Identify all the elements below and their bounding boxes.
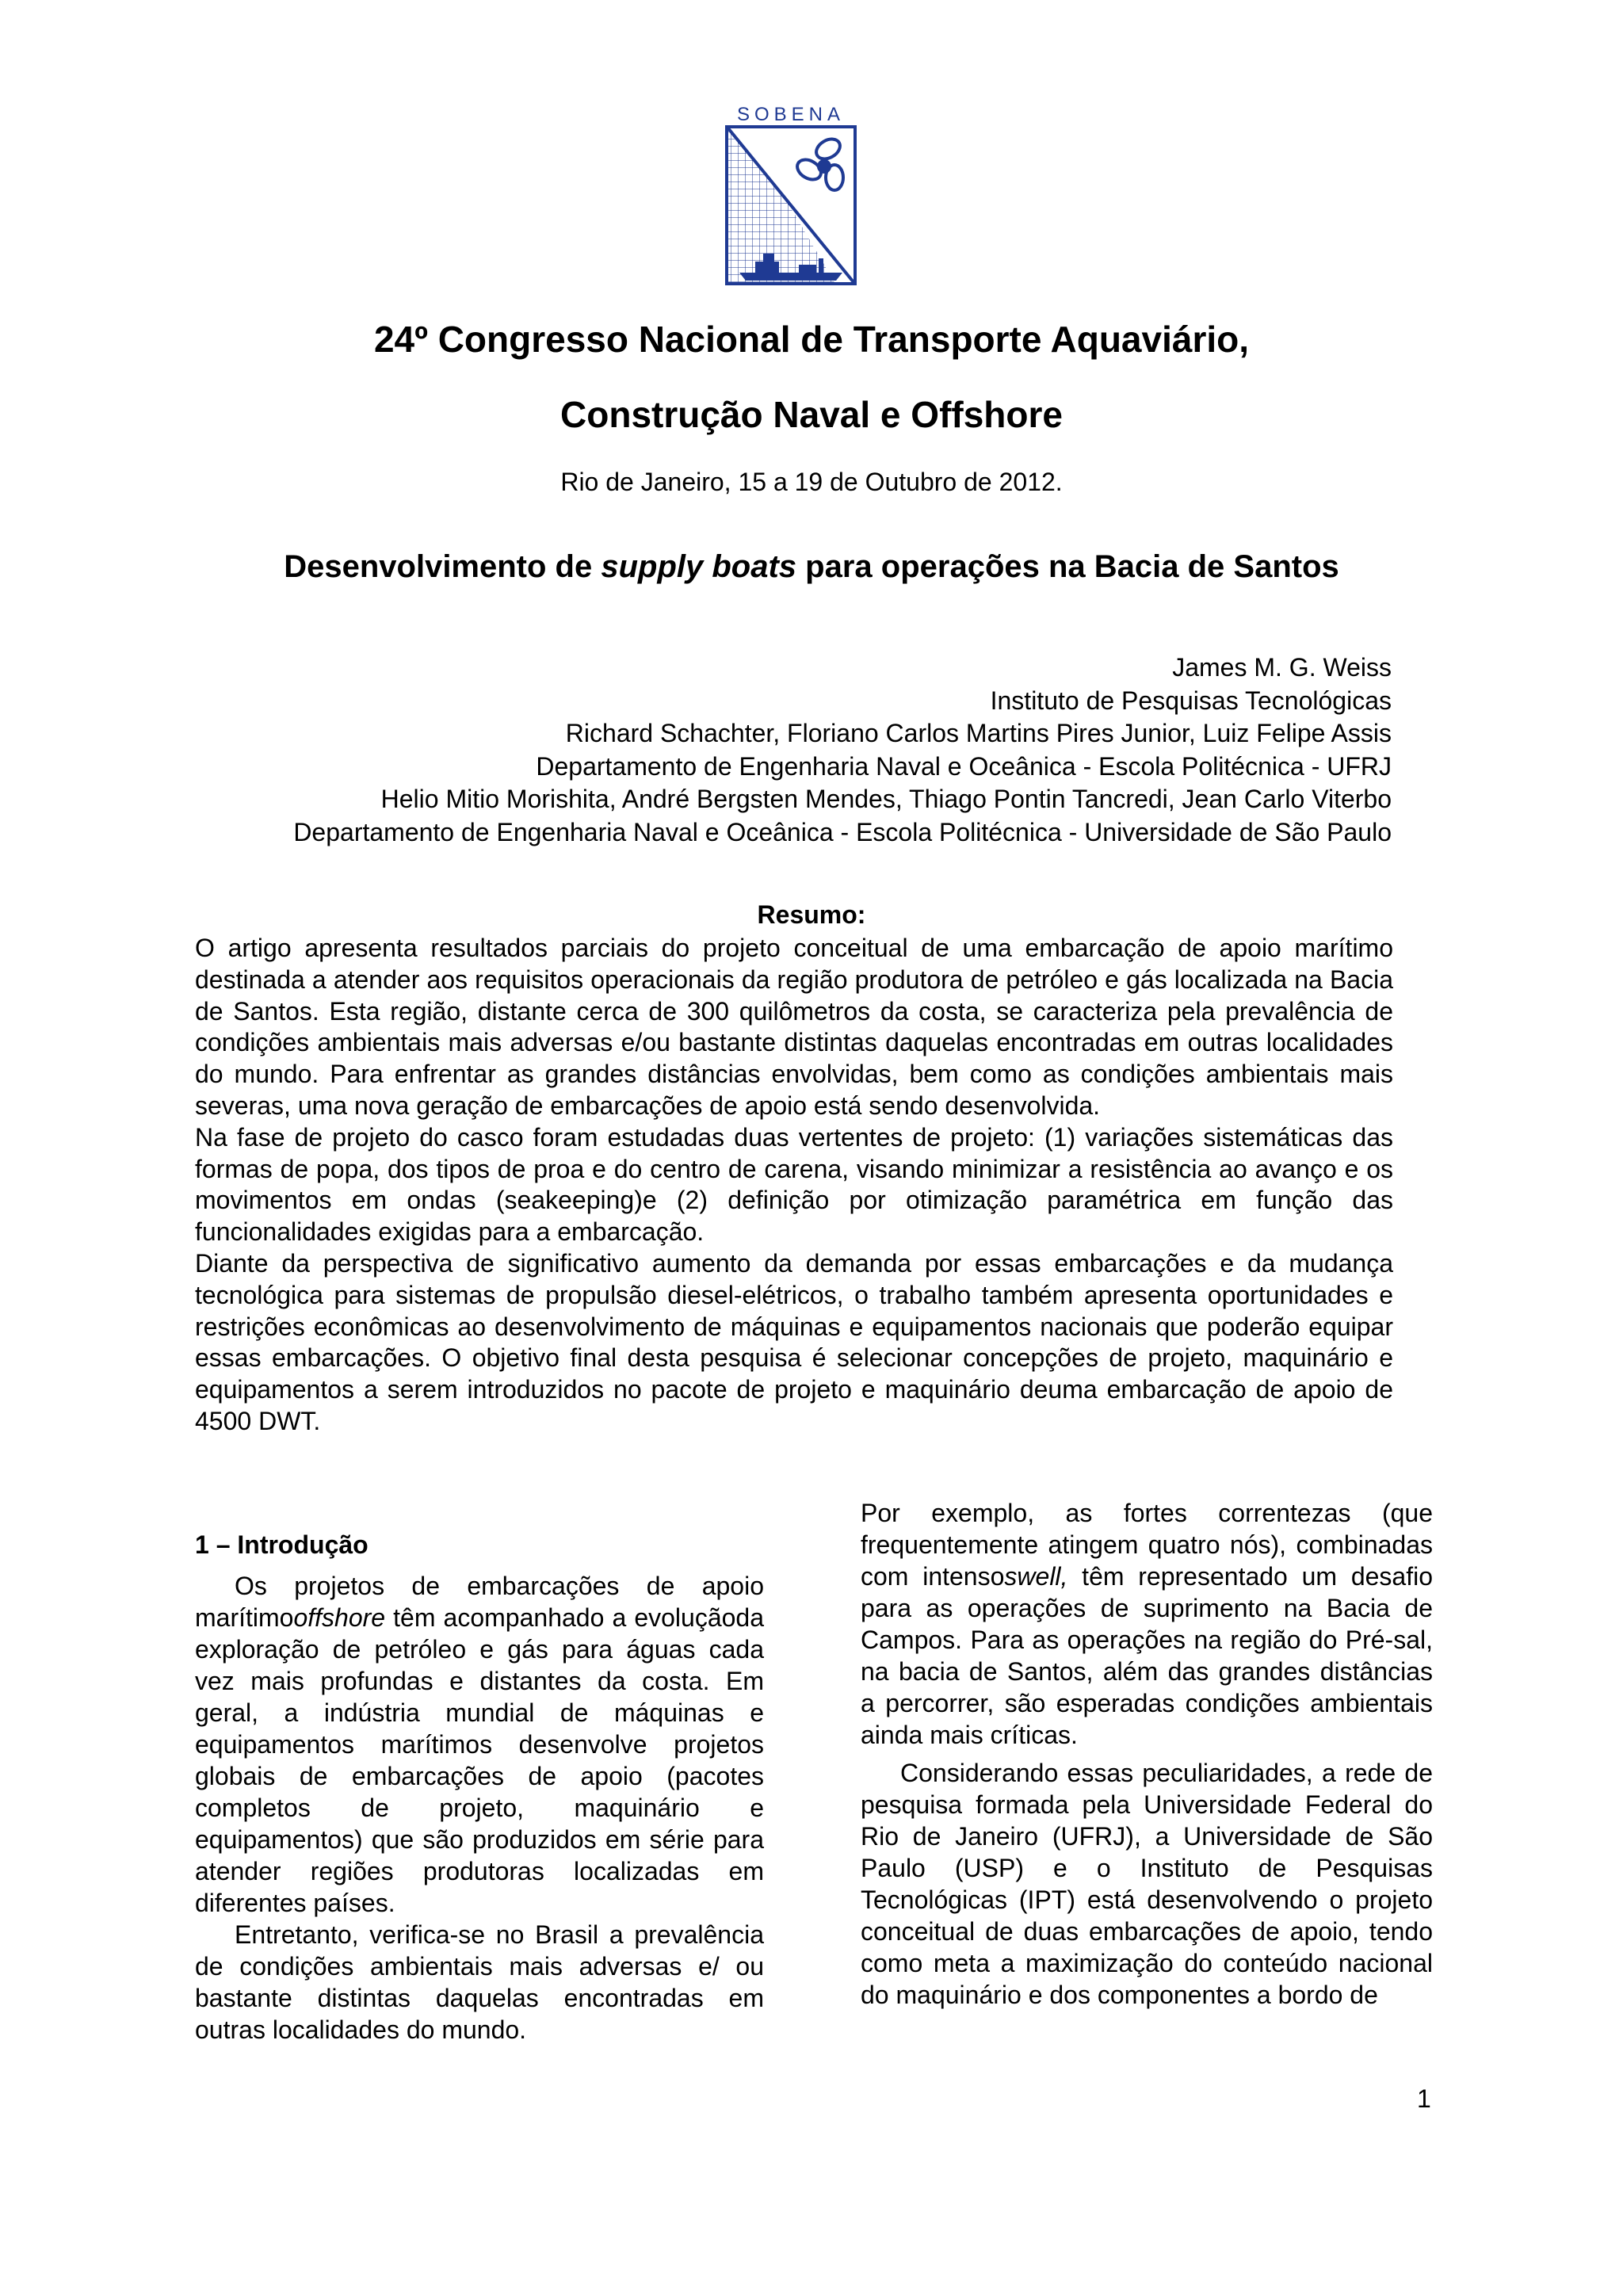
author-line: James M. G. Weiss (1172, 653, 1392, 682)
left-column (195, 1529, 764, 2046)
sobena-logo (724, 103, 858, 287)
abstract-paragraph: Na fase de projeto do casco foram estudadas duas vertentes de projeto: (1) variações sistemáticas das formas de popa, dos tipos de proa e do centro de carena, visando minimizar a resistência ao avanço e os movimentos em ondas (seakeeping)e (2) definição por otimização paramétrica em função das funcionalidades exigidas para a embarcação. (195, 1122, 1393, 1247)
emphasis-text: offshore (293, 1603, 386, 1632)
affiliation-line: Instituto de Pesquisas Tecnológicas (990, 686, 1392, 715)
affiliation-line: Departamento de Engenharia Naval e Oceânica - Escola Politécnica - Universidade de São Paulo (293, 817, 1392, 846)
body-paragraph (195, 1570, 764, 1919)
conference-title-line1: 24º Congresso Nacional de Transporte Aquaviário, (373, 319, 1250, 360)
affiliation-line: Departamento de Engenharia Naval e Oceânica - Escola Politécnica - UFRJ (536, 751, 1392, 781)
body-paragraph: Entretanto, verifica-se no Brasil a prevalência de condições ambientais mais adversas e/ ou bastante distintas daquelas encontradas em outras localidades do mundo. (195, 1920, 764, 2044)
abstract-heading: Resumo: (757, 900, 866, 929)
abstract-body (195, 933, 1393, 1438)
abstract-paragraph: Diante da perspectiva de significativo aumento da demanda por essas embarcações e da mudança tecnológica para sistemas de propulsão diesel-elétricos, o trabalho também apresenta oportunidades e restrições econômicas ao desenvolvimento de máquinas e equipamentos nacionais que poderão equipar essas embarcações. O objetivo final desta pesquisa é selecionar concepções de projeto, maquinário e equipamentos a serem introduzidos no pacote de projeto e maquinário deuma embarcação de apoio de 4500 DWT. (195, 1248, 1393, 1435)
paper-title (0, 549, 1623, 585)
author-line: Helio Mitio Morishita, André Bergsten Mendes, Thiago Pontin Tancredi, Jean Carlo Viterbo (380, 785, 1392, 813)
text-run: têm acompanhado a evoluçãoda exploração de petróleo e gás para águas cada vez mais profundas e distantes da costa. Em geral, a indústria mundial de máquinas e equipamentos marítimos desenvolve projetos globais de embarcações de apoio (pacotes completos de projeto, maquinário e equipamentos) que são produzidos em série para atender regiões produtoras localizadas em diferentes países. (195, 1603, 764, 1917)
abstract-paragraph: O artigo apresenta resultados parciais do projeto conceitual de uma embarcação de apoio marítimo destinada a atender aos requisitos operacionais da região produtora de petróleo e gás localizada na Bacia de Santos. Esta região, distante cerca de 300 quilômetros da costa, se caracteriza pela prevalência de condições ambientais mais adversas e/ou bastante distintas daquelas encontradas em outras localidades do mundo. Para enfrentar as grandes distâncias envolvidas, bem como as condições ambientais mais severas, uma nova geração de embarcações de apoio está sendo desenvolvida. (195, 934, 1393, 1120)
paper-title-emphasis: supply boats (601, 549, 797, 584)
conference-title-line2: Construção Naval e Offshore (560, 394, 1063, 435)
author-line: Richard Schachter, Floriano Carlos Martins Pires Junior, Luiz Felipe Assis (565, 719, 1392, 747)
logo-text: SOBENA (736, 104, 846, 125)
body-paragraph (861, 1497, 1433, 1751)
paper-title-start: Desenvolvimento de (284, 549, 601, 584)
paper-title-end: para operações na Bacia de Santos (796, 549, 1339, 584)
text-run: Os projetos de embarcações de apoio marítimo (195, 1572, 764, 1632)
section-heading: 1 – Introdução (195, 1530, 369, 1559)
author-block (293, 651, 1392, 849)
text-run: têm representado um desafio para as operações de suprimento na Bacia de Campos. Para as operações na região do Pré-sal, na bacia de Santos, além das grandes distâncias a percorrer, são esperadas condições ambientais ainda mais críticas. (861, 1562, 1434, 1749)
emphasis-text: swell, (1004, 1562, 1068, 1591)
page-number: 1 (1417, 2084, 1431, 2113)
body-paragraph: Considerando essas peculiaridades, a rede de pesquisa formada pela Universidade Federal do Rio de Janeiro (UFRJ), a Universidade de São Paulo (USP) e o Instituto de Pesquisas Tecnológicas (IPT) está desenvolvendo o projeto conceitual de duas embarcações de apoio, tendo como meta a maximização do conteúdo nacional do maquinário e dos componentes a bordo de (861, 1759, 1433, 2009)
right-column (861, 1497, 1433, 2011)
text-run: Por exemplo, as fortes correntezas (que frequentemente atingem quatro nós), combinadas com intenso (861, 1499, 1433, 1591)
conference-date: Rio de Janeiro, 15 a 19 de Outubro de 2012. (560, 468, 1063, 496)
